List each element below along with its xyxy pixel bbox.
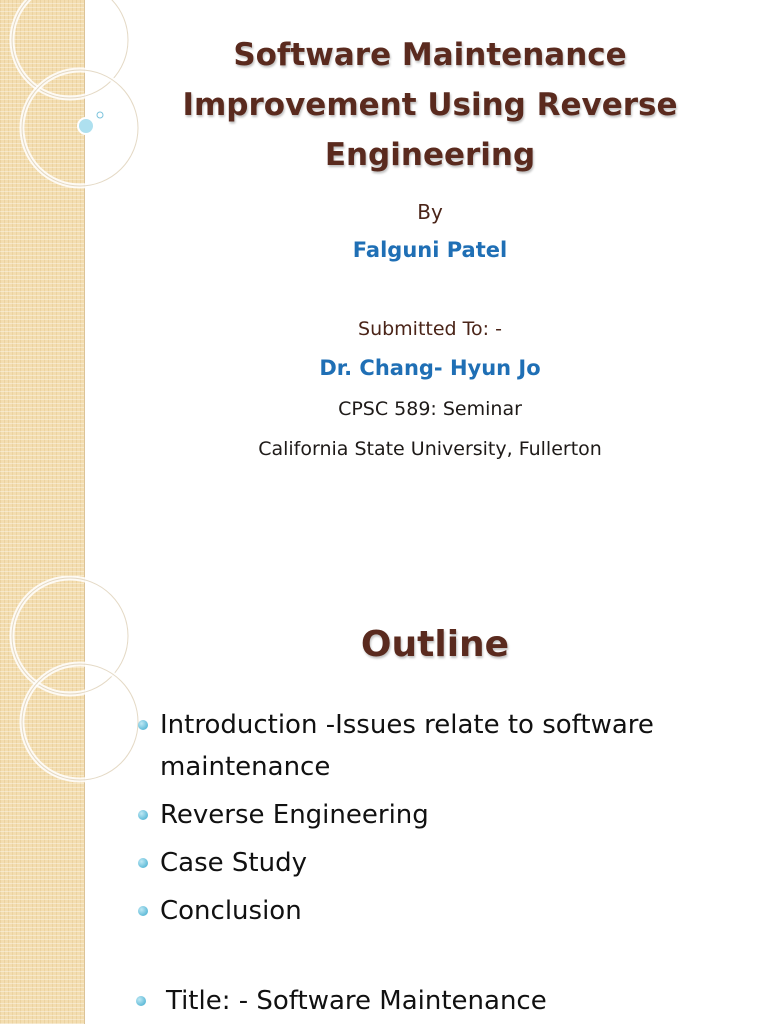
submitted-to-label: Submitted To: - xyxy=(358,318,502,340)
advisor-name: Dr. Chang- Hyun Jo xyxy=(319,356,541,380)
list-item-text: Case Study xyxy=(160,848,307,878)
bullet-icon xyxy=(138,810,148,820)
bullet-icon xyxy=(138,906,148,916)
bullet-icon xyxy=(138,720,148,730)
outline-slide xyxy=(0,576,768,1024)
title-line: Improvement Using Reverse xyxy=(182,87,678,123)
course-label: CPSC 589: Seminar xyxy=(338,398,522,420)
ring-decoration-icon xyxy=(0,0,140,200)
list-item xyxy=(130,842,730,884)
list-item xyxy=(130,890,730,932)
by-label: By xyxy=(417,200,443,224)
bubble-icon xyxy=(97,112,103,118)
list-item-text: Reverse Engineering xyxy=(160,800,429,830)
author-name: Falguni Patel xyxy=(352,238,508,262)
list-item-text: Introduction -Issues relate to software maintenance xyxy=(160,710,654,782)
list-item xyxy=(130,794,730,836)
university-name: California State University, Fullerton xyxy=(258,438,602,460)
title-line: Software Maintenance xyxy=(233,37,627,73)
list-item xyxy=(136,980,766,1022)
title-line: Engineering xyxy=(324,137,536,173)
outline-heading: Outline xyxy=(360,624,510,665)
bullet-icon xyxy=(138,858,148,868)
presentation-title xyxy=(120,30,740,180)
list-item-text: Title: - Software Maintenance xyxy=(166,986,547,1016)
outline-list xyxy=(130,704,730,938)
ring-decoration-icon xyxy=(0,576,140,816)
bubble-icon xyxy=(78,118,94,134)
list-item xyxy=(130,704,730,788)
list-item-text: Conclusion xyxy=(160,896,302,926)
bullet-icon xyxy=(136,996,146,1006)
